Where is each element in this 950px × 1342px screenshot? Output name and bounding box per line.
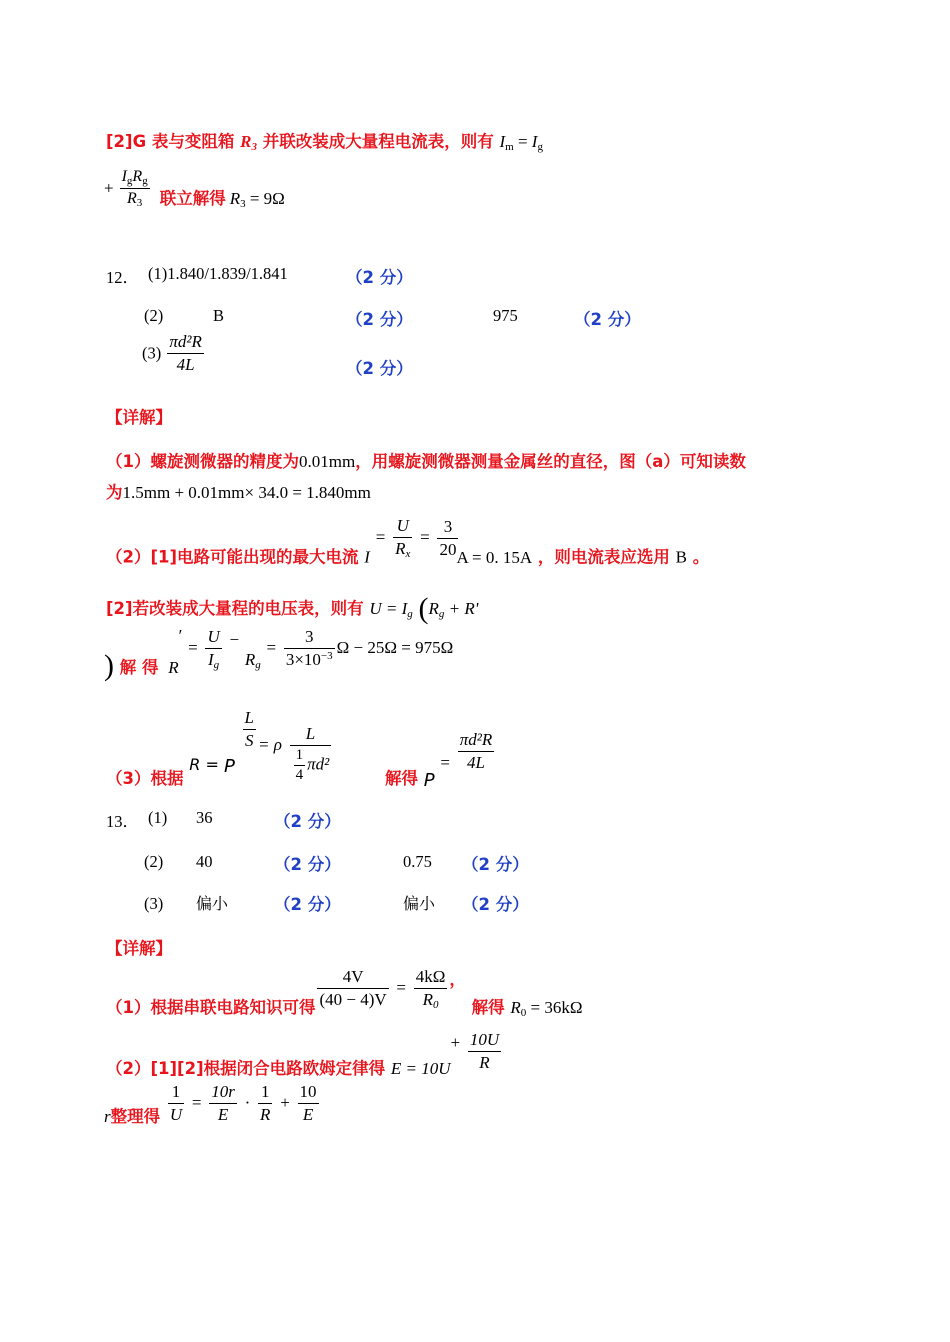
ten-r-over-e bbox=[209, 1082, 237, 1125]
b2-r: R bbox=[168, 658, 179, 677]
b1-rest bbox=[429, 599, 479, 618]
frac-num: U bbox=[393, 516, 412, 538]
ten-over-e bbox=[298, 1082, 319, 1125]
u-over-rx bbox=[393, 516, 412, 560]
ten-u-over-r bbox=[468, 1030, 501, 1073]
res-val: = 9Ω bbox=[249, 189, 285, 209]
d2-text: （2）[1][2]根据闭合电路欧姆定律得 bbox=[106, 1059, 386, 1078]
frac-den bbox=[393, 538, 412, 560]
open-paren: ( bbox=[418, 592, 429, 625]
q13-number: 13． bbox=[106, 812, 139, 831]
im-equation bbox=[499, 132, 543, 151]
num-i: I bbox=[121, 168, 127, 185]
c1-r: R = bbox=[189, 755, 224, 774]
a2-end: 。 bbox=[692, 547, 710, 567]
q13-part3-score: （2 分） bbox=[274, 895, 341, 914]
frac-num: 3 bbox=[437, 517, 458, 539]
detail1-line6 bbox=[106, 708, 496, 791]
c1-eq2: = bbox=[440, 753, 450, 772]
frac-den: 4L bbox=[467, 753, 485, 772]
frac-num: πd²R bbox=[167, 332, 204, 354]
frac-num: 10U bbox=[468, 1030, 501, 1052]
a1-value: 0.01mm bbox=[298, 452, 356, 471]
voltage-fraction bbox=[317, 967, 388, 1010]
d1-solve: 解得 bbox=[471, 998, 505, 1017]
detail1-line2 bbox=[106, 479, 371, 503]
den-sup: −3 bbox=[320, 650, 333, 662]
a2-rest: ，则电流表应选用 bbox=[537, 547, 670, 567]
d1-eq: = bbox=[396, 978, 407, 997]
den-r-sub: 3 bbox=[136, 197, 143, 209]
r3-letter: R bbox=[240, 132, 252, 151]
q13-part2-score: （2 分） bbox=[274, 855, 341, 874]
r3-symbol bbox=[240, 132, 257, 151]
den-base: 3×10 bbox=[285, 650, 321, 669]
frac-num: U bbox=[205, 627, 221, 649]
frac-den: R bbox=[260, 1105, 271, 1124]
frac-den bbox=[284, 649, 335, 670]
d1-comma: ， bbox=[449, 970, 466, 989]
b2-eq2: = bbox=[266, 638, 277, 657]
b2-text: 解 得 bbox=[119, 658, 159, 677]
b2-eq: = bbox=[188, 638, 198, 657]
den-sub: 0 bbox=[433, 998, 439, 1011]
b1-equation bbox=[369, 599, 412, 618]
frac-den: E bbox=[302, 1105, 314, 1124]
q12-part1: (1)1.840/1.839/1.841 bbox=[148, 264, 288, 283]
b2-rg bbox=[245, 650, 261, 669]
q12-part2-score: （2 分） bbox=[346, 310, 413, 329]
detail2-line1 bbox=[106, 966, 583, 1019]
d3-plus: + bbox=[280, 1093, 290, 1112]
frac-den: (40 − 4)V bbox=[319, 990, 387, 1009]
q13-part3-label: (3) bbox=[144, 894, 164, 913]
a1-calc: 1.5mm + 0.01mm× 34.0 = 1.840mm bbox=[122, 483, 371, 502]
c1-rho2: P bbox=[423, 770, 435, 791]
den-r: R bbox=[127, 190, 137, 207]
b1-r-sub: g bbox=[438, 608, 445, 620]
q12-part2-label: (2) bbox=[144, 306, 164, 325]
d1-text: （1）根据串联电路知识可得 bbox=[106, 998, 316, 1017]
den-sub: g bbox=[213, 658, 220, 671]
res-r-sub: 3 bbox=[240, 198, 246, 211]
frac-num: L bbox=[243, 708, 256, 730]
ig-letter: I bbox=[531, 132, 538, 151]
frac-den bbox=[414, 989, 448, 1011]
q12-number: 12． bbox=[106, 268, 139, 287]
q13-part3-score2: （2 分） bbox=[462, 895, 529, 914]
q12-part2-answer2: 975 bbox=[493, 306, 518, 325]
d2-plus: + bbox=[450, 1033, 461, 1052]
q12-part3 bbox=[142, 332, 206, 375]
frac-den: 20 bbox=[439, 539, 457, 559]
one-over-r bbox=[258, 1082, 272, 1125]
b2-minus: − bbox=[229, 630, 240, 649]
detail-heading: 【详解】 bbox=[106, 408, 172, 427]
c1-text: （3）根据 bbox=[106, 769, 184, 788]
den-rest: πd² bbox=[307, 753, 330, 773]
q13-part1-label: (1) bbox=[148, 808, 168, 827]
q12-part3-fraction bbox=[167, 332, 204, 375]
d3-dot: · bbox=[244, 1093, 251, 1112]
frac-den: U bbox=[169, 1105, 183, 1124]
detail1-line5 bbox=[104, 626, 453, 683]
q13-part1-answer: 36 bbox=[196, 808, 213, 827]
b1-text: [2]若改装成大量程的电压表，则有 bbox=[106, 599, 364, 618]
resistance-fraction bbox=[414, 967, 448, 1011]
b2-prime: ′ bbox=[178, 626, 183, 645]
u-over-ig bbox=[205, 627, 221, 671]
a2-eq2: = bbox=[420, 527, 430, 547]
frac-num: 10r bbox=[209, 1082, 237, 1104]
b1-sub: g bbox=[407, 608, 413, 620]
frac-den bbox=[290, 746, 332, 784]
num-r: R bbox=[132, 168, 143, 185]
c1-solve: 解得 bbox=[385, 769, 419, 788]
c1-rho: P bbox=[223, 756, 235, 777]
rg-letter: R bbox=[244, 650, 256, 669]
detail1-line1 bbox=[106, 448, 746, 472]
frac-den: 4L bbox=[176, 355, 195, 374]
q13-part2-label: (2) bbox=[144, 852, 164, 871]
frac-den: E bbox=[217, 1105, 229, 1124]
result-fraction bbox=[458, 730, 495, 773]
num-r-sub: g bbox=[142, 175, 148, 187]
frac-num: πd²R bbox=[458, 730, 495, 752]
detail1-line3 bbox=[106, 516, 709, 568]
b1-eq: U = I bbox=[369, 599, 408, 618]
current-meter-line-2 bbox=[104, 168, 285, 210]
r0-result bbox=[510, 998, 582, 1017]
q12-part3-label: (3) bbox=[142, 343, 162, 363]
den-i: I bbox=[208, 649, 214, 669]
detail2-line3 bbox=[104, 1082, 321, 1127]
label-text: [2]G 表与变阻箱 bbox=[106, 132, 235, 151]
frac-num: L bbox=[290, 724, 332, 746]
frac-num: 4kΩ bbox=[414, 967, 448, 989]
b2-tail: Ω − 25Ω = 975Ω bbox=[336, 638, 454, 657]
r0-letter: R bbox=[510, 998, 521, 1017]
one-over-u bbox=[168, 1082, 184, 1125]
d3-r: r bbox=[104, 1107, 111, 1126]
d2-eq: E = 10U bbox=[390, 1059, 451, 1078]
quarter-fraction bbox=[294, 747, 306, 784]
a2-value: A = 0. 15A bbox=[456, 547, 533, 567]
frac-num bbox=[120, 168, 150, 189]
detail2-line2 bbox=[106, 1030, 503, 1079]
frac-num: 1 bbox=[294, 747, 306, 766]
igrg-fraction bbox=[120, 168, 150, 209]
d3-text: 整理得 bbox=[110, 1107, 161, 1126]
rg-sub: g bbox=[255, 659, 261, 671]
im-letter: I bbox=[499, 132, 506, 151]
frac-num: 3 bbox=[284, 627, 335, 649]
a2-eq: = bbox=[375, 527, 386, 547]
den-r: R bbox=[395, 539, 406, 558]
num-i-sub: g bbox=[126, 175, 133, 187]
b1-r2: + R' bbox=[448, 599, 479, 618]
den-r: R bbox=[422, 989, 434, 1009]
q12-part1-score: （2 分） bbox=[346, 268, 413, 287]
frac-den: R bbox=[479, 1053, 490, 1072]
r3-sub: 3 bbox=[251, 141, 257, 153]
d3-eq: = bbox=[191, 1093, 202, 1112]
im-sub: m bbox=[505, 141, 514, 153]
equals-sign: = bbox=[517, 132, 528, 151]
b1-r: R bbox=[428, 599, 439, 618]
r3-result bbox=[229, 189, 285, 211]
a2-text: （2）[1]电路可能出现的最大电流 bbox=[106, 547, 359, 567]
q13-part1-score: （2 分） bbox=[274, 812, 341, 831]
frac-den bbox=[205, 649, 221, 671]
ig-sub: g bbox=[537, 141, 543, 153]
r0-value: = 36kΩ bbox=[530, 998, 583, 1017]
a1-rest: ，用螺旋测微器测量金属丝的直径，图（a）可知读数 bbox=[355, 452, 746, 471]
frac-num: 1 bbox=[168, 1082, 184, 1104]
q13-part2-score2: （2 分） bbox=[462, 855, 529, 874]
current-meter-line bbox=[106, 128, 543, 153]
detail2-heading: 【详解】 bbox=[106, 939, 172, 958]
a2-answer: B bbox=[675, 547, 687, 567]
a1-prefix: 为 bbox=[106, 483, 123, 502]
q13-part3-answer: 偏小 bbox=[196, 894, 229, 913]
frac-den bbox=[120, 189, 150, 209]
frac-num: 1 bbox=[258, 1082, 272, 1104]
q12-part3-score: （2 分） bbox=[346, 359, 413, 378]
three-over-power bbox=[284, 627, 335, 670]
frac-den: S bbox=[245, 731, 254, 750]
detail1-line4 bbox=[106, 592, 478, 626]
plus-sign: + bbox=[104, 178, 114, 198]
den-sub: x bbox=[405, 548, 411, 560]
r0-sub: 0 bbox=[520, 1007, 527, 1019]
frac-num: 10 bbox=[298, 1082, 319, 1104]
solve-text: 联立解得 bbox=[159, 189, 226, 209]
q13-part2-answer2: 0.75 bbox=[403, 852, 432, 871]
l-over-area bbox=[290, 724, 332, 784]
q12-part2-score2: （2 分） bbox=[574, 310, 641, 329]
a2-i: I bbox=[364, 547, 370, 567]
line1-text: 并联改装成大量程电流表，则有 bbox=[262, 132, 494, 151]
q13-part3-answer2: 偏小 bbox=[403, 894, 436, 913]
q12-part2-answer: B bbox=[213, 306, 225, 325]
frac-den: 4 bbox=[295, 766, 304, 783]
close-paren: ) bbox=[104, 649, 114, 682]
res-r: R bbox=[229, 189, 241, 209]
l-over-s bbox=[243, 708, 256, 751]
c1-eq: = ρ bbox=[258, 735, 282, 754]
q13-part2-answer: 40 bbox=[196, 852, 213, 871]
a1-text: （1）螺旋测微器的精度为 bbox=[106, 452, 299, 471]
frac-num: 4V bbox=[317, 967, 388, 989]
